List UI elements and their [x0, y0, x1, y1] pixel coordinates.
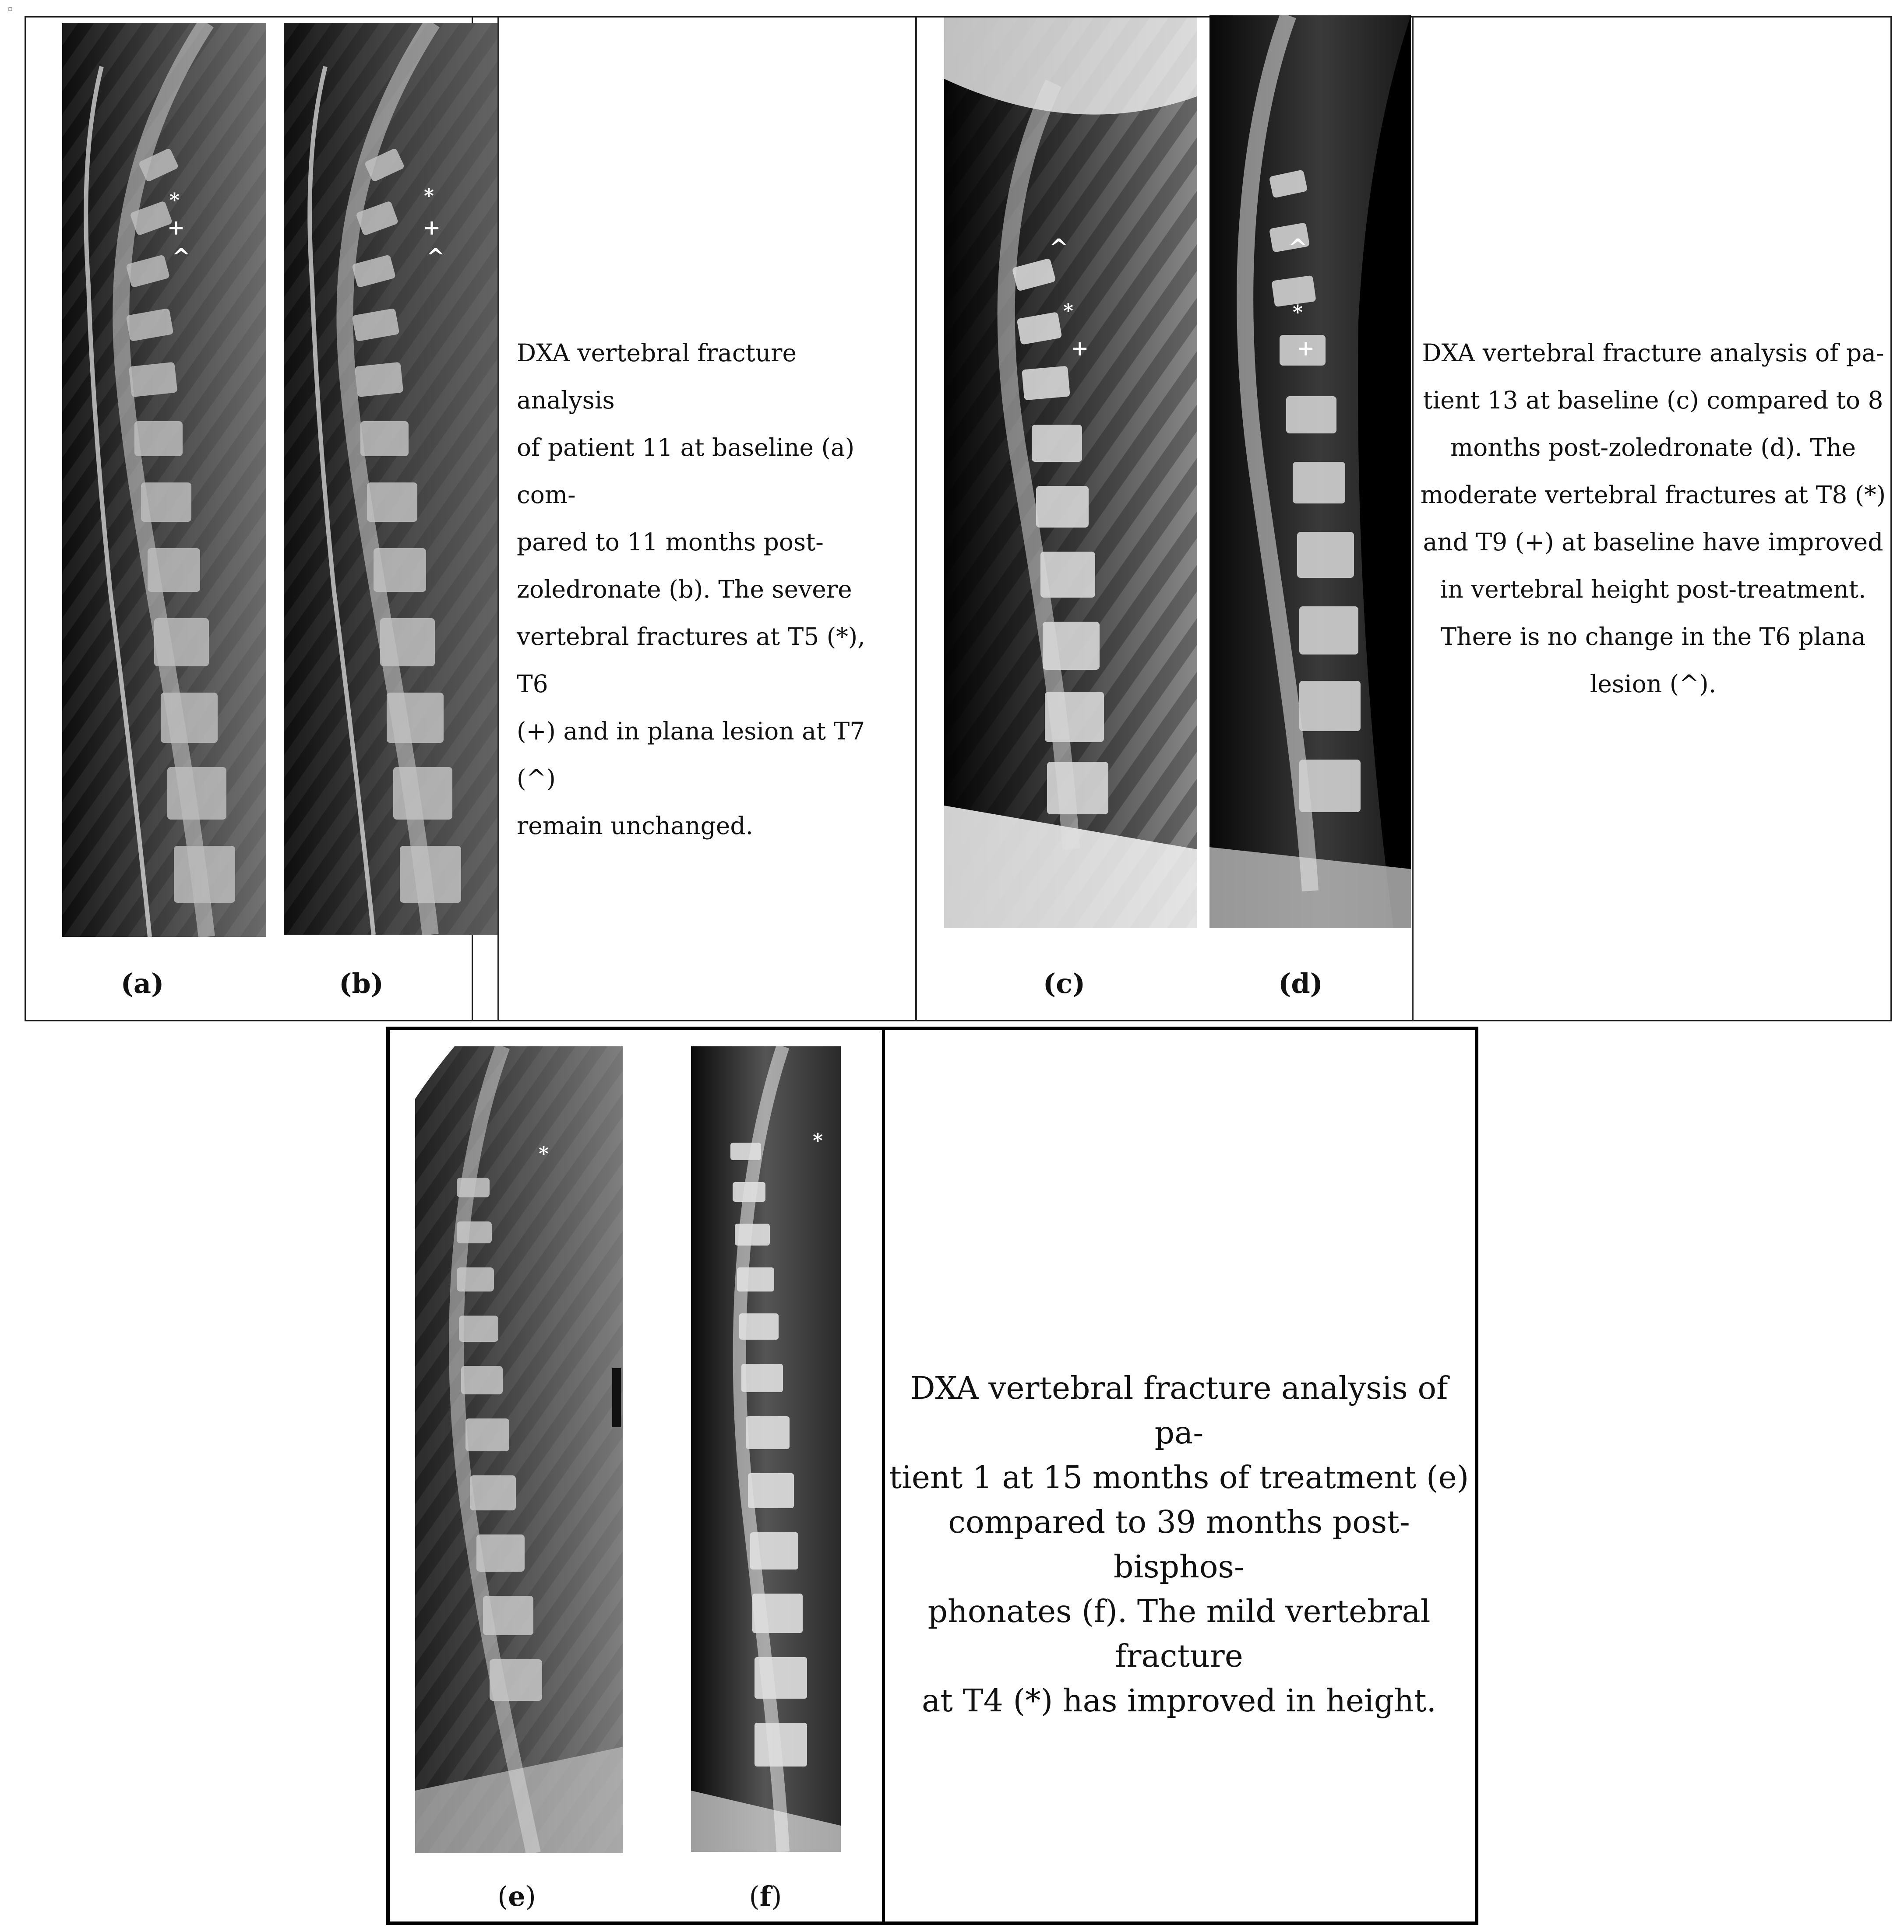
marker-caret-d: ^	[1288, 234, 1308, 261]
caption-tl-line-3: pared to 11 months post-	[517, 528, 824, 556]
marker-plus-c: +	[1071, 336, 1089, 361]
label-a: (a)	[120, 968, 164, 999]
xray-image-a	[62, 23, 266, 937]
caption-tr-line-6: in vertebral height post-treatment.	[1440, 575, 1866, 603]
caption-b-line-3: compared to 39 months post-bisphos-	[948, 1504, 1410, 1585]
caption-b-line-4: phonates (f). The mild vertebral fracture	[927, 1593, 1431, 1674]
spine-xray-f-graphic	[691, 1046, 841, 1852]
spine-xray-b-graphic	[284, 23, 497, 935]
xray-image-b	[284, 23, 497, 935]
caption-tl-line-2: of patient 11 at baseline (a) com-	[517, 433, 855, 509]
xray-image-f	[691, 1046, 841, 1852]
marker-plus-b: +	[423, 215, 441, 240]
caption-tl-line-1: DXA vertebral fracture analysis	[517, 339, 797, 414]
top-right-divider	[1412, 16, 1414, 1021]
marker-asterisk-d: *	[1293, 301, 1303, 324]
caption-tr-line-4: moderate vertebral fractures at T8 (*)	[1420, 481, 1886, 509]
spine-xray-a-graphic	[62, 23, 266, 937]
caption-top-right	[1419, 329, 1887, 707]
spine-xray-d-graphic	[1209, 15, 1411, 928]
label-c: (c)	[1043, 968, 1086, 999]
caption-top-left	[517, 329, 902, 849]
marker-asterisk-f: *	[813, 1130, 823, 1152]
label-e: (e)	[497, 1880, 536, 1912]
marker-asterisk-a: *	[169, 189, 180, 211]
caption-tr-line-8: lesion (^).	[1590, 670, 1717, 698]
spine-xray-e-graphic	[415, 1046, 623, 1853]
spine-xray-c-graphic	[944, 18, 1197, 928]
label-d: (d)	[1278, 968, 1323, 999]
caption-tl-line-7: remain unchanged.	[517, 812, 754, 840]
marker-plus-a: +	[167, 215, 185, 240]
label-f: (f)	[749, 1880, 782, 1912]
corner-glyph-top-left: ▫	[8, 4, 13, 13]
label-f-letter: f	[759, 1880, 772, 1912]
caption-tr-line-7: There is no change in the T6 plana	[1440, 623, 1866, 651]
marker-caret-a: ^	[172, 244, 191, 271]
marker-asterisk-e: *	[539, 1143, 549, 1165]
caption-tl-line-6: (+) and in plana lesion at T7 (^)	[517, 717, 865, 792]
marker-asterisk-c: *	[1063, 300, 1074, 322]
caption-bottom	[885, 1366, 1474, 1723]
xray-image-e	[415, 1046, 623, 1853]
caption-b-line-5: at T4 (*) has improved in height.	[921, 1682, 1437, 1719]
caption-tl-line-5: vertebral fractures at T5 (*), T6	[517, 623, 865, 698]
caption-b-line-2: tient 1 at 15 months of treatment (e)	[889, 1459, 1469, 1496]
label-b: (b)	[338, 968, 384, 999]
xray-image-d	[1209, 15, 1411, 928]
marker-caret-b: ^	[426, 244, 445, 271]
label-e-letter: e	[508, 1880, 525, 1912]
caption-tr-line-5: and T9 (+) at baseline have improved	[1423, 528, 1883, 556]
caption-tl-line-4: zoledronate (b). The severe	[517, 575, 852, 603]
caption-tr-line-2: tient 13 at baseline (c) compared to 8	[1423, 386, 1883, 414]
marker-asterisk-b: *	[424, 185, 434, 207]
marker-plus-d: +	[1297, 336, 1315, 361]
caption-tr-line-3: months post-zoledronate (d). The	[1450, 433, 1856, 461]
marker-caret-c: ^	[1049, 234, 1068, 261]
xray-image-c	[944, 18, 1197, 928]
dark-tab-marker	[612, 1368, 621, 1427]
caption-tr-line-1: DXA vertebral fracture analysis of pa-	[1422, 339, 1884, 367]
caption-b-line-1: DXA vertebral fracture analysis of pa-	[910, 1370, 1448, 1451]
